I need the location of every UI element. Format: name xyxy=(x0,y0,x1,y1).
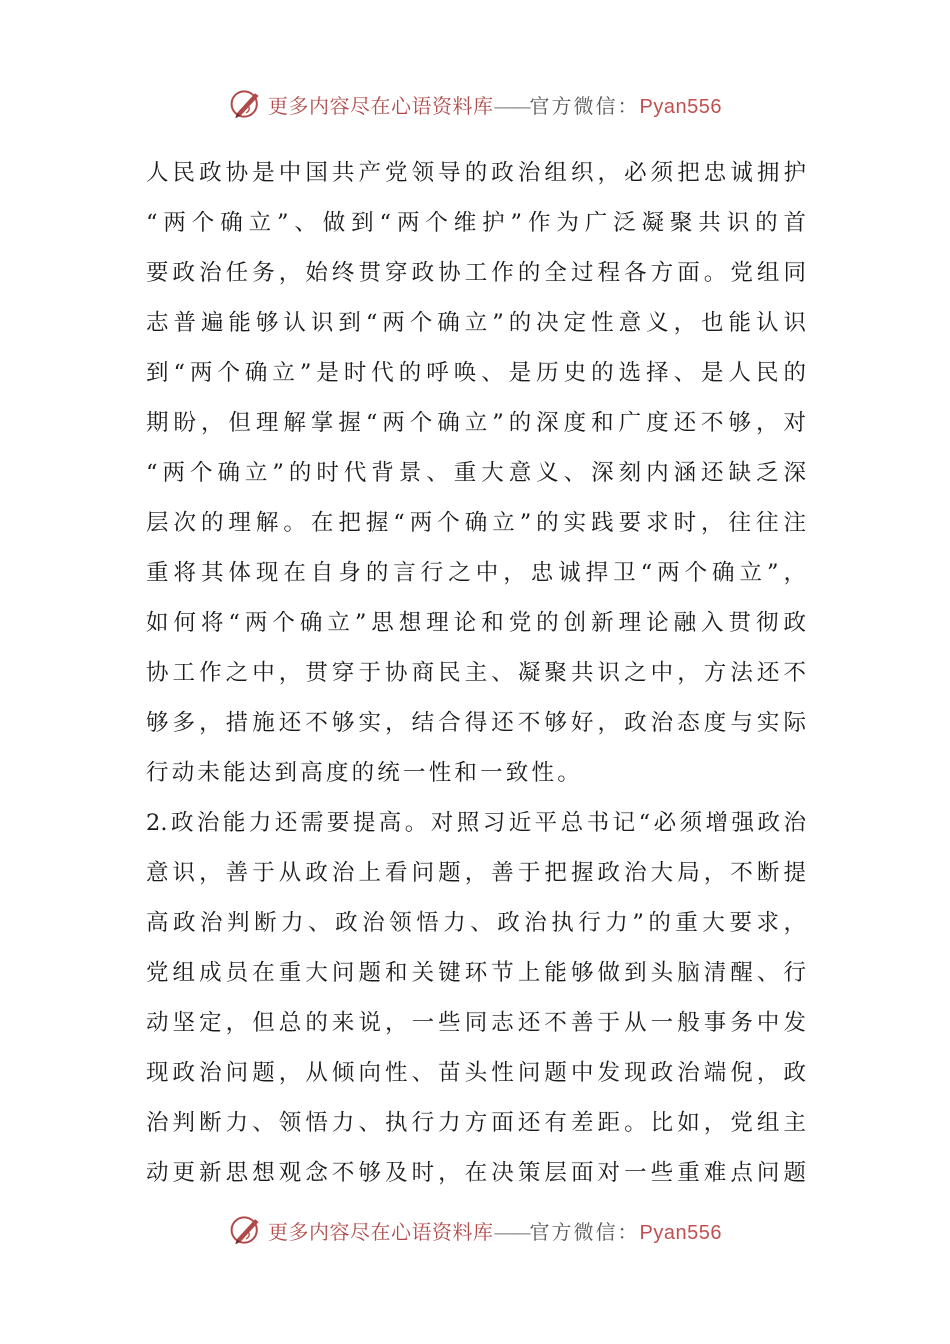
pen-logo-icon xyxy=(228,1212,264,1248)
header-banner-text xyxy=(268,90,722,119)
body-line: 2.政治能力还需要提高。对照习近平总书记“必须增强政治 xyxy=(146,810,806,836)
body-line: 动更新思想观念不够及时，在决策层面对一些重难点问题 xyxy=(146,1160,806,1186)
banner-dash: —— xyxy=(493,1219,530,1244)
body-line: 层次的理解。在把握“两个确立”的实践要求时，往往注 xyxy=(146,510,806,536)
footer-banner-text xyxy=(268,1216,722,1245)
banner-label: 官方微信： xyxy=(529,1219,640,1244)
banner-brand: 更多内容尽在心语资料库 xyxy=(268,93,494,118)
banner-brand: 更多内容尽在心语资料库 xyxy=(268,1219,494,1244)
body-line: 意识，善于从政治上看问题，善于把握政治大局，不断提 xyxy=(146,860,806,886)
header-banner xyxy=(0,84,950,124)
body-line: 要政治任务，始终贯穿政协工作的全过程各方面。党组同 xyxy=(146,260,806,286)
body-line: 现政治问题，从倾向性、苗头性问题中发现政治端倪，政 xyxy=(146,1060,806,1086)
body-line: 治判断力、领悟力、执行力方面还有差距。比如，党组主 xyxy=(146,1110,806,1136)
body-line: “两个确立”的时代背景、重大意义、深刻内涵还缺乏深 xyxy=(146,460,806,486)
footer-banner xyxy=(0,1210,950,1250)
body-line: 人民政协是中国共产党领导的政治组织，必须把忠诚拥护 xyxy=(146,160,806,186)
body-line: 行动未能达到高度的统一性和一致性。 xyxy=(146,760,583,786)
body-line: 协工作之中，贯穿于协商民主、凝聚共识之中，方法还不 xyxy=(146,660,806,686)
body-line: 如何将“两个确立”思想理论和党的创新理论融入贯彻政 xyxy=(146,610,806,636)
body-line: 志普遍能够认识到“两个确立”的决定性意义，也能认识 xyxy=(146,310,806,336)
banner-handle: Pyan556 xyxy=(639,95,722,118)
body-line: 期盼，但理解掌握“两个确立”的深度和广度还不够，对 xyxy=(146,410,806,436)
body-line: “两个确立”、做到“两个维护”作为广泛凝聚共识的首 xyxy=(146,210,806,236)
body-line: 够多，措施还不够实，结合得还不够好，政治态度与实际 xyxy=(146,710,806,736)
body-line: 动坚定，但总的来说，一些同志还不善于从一般事务中发 xyxy=(146,1010,806,1036)
pen-logo-icon xyxy=(228,86,264,122)
body-line: 重将其体现在自身的言行之中，忠诚捍卫“两个确立”， xyxy=(146,560,806,586)
banner-handle: Pyan556 xyxy=(639,1221,722,1244)
banner-label: 官方微信： xyxy=(529,93,640,118)
body-line: 党组成员在重大问题和关键环节上能够做到头脑清醒、行 xyxy=(146,960,806,986)
banner-dash: —— xyxy=(493,93,530,118)
document-body xyxy=(146,148,806,1198)
body-line: 到“两个确立”是时代的呼唤、是历史的选择、是人民的 xyxy=(146,360,806,386)
body-line: 高政治判断力、政治领悟力、政治执行力”的重大要求， xyxy=(146,910,806,936)
